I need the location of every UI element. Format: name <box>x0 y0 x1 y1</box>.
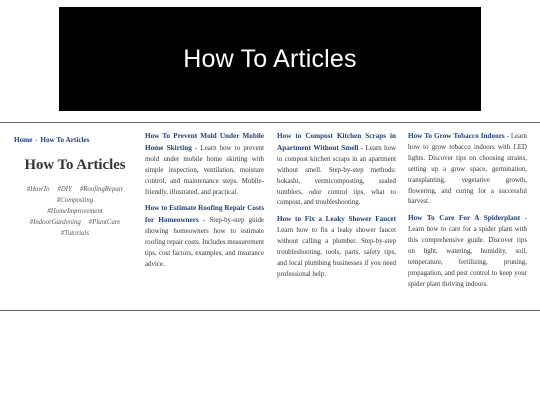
article-column-1 <box>145 131 264 276</box>
tag-list <box>14 184 136 239</box>
article-title-link[interactable]: How To Prevent Mold Under Mobile Home Skirting <box>145 132 264 152</box>
tag[interactable]: #PlantCare <box>88 219 121 226</box>
tag[interactable]: #DIY <box>57 186 72 193</box>
page-title: How To Articles <box>24 157 126 173</box>
article-title-link[interactable]: How To Care For A Spiderplant <box>408 214 521 223</box>
breadcrumb <box>14 136 136 144</box>
sidebar <box>14 136 136 239</box>
tag[interactable]: #HowTo <box>26 186 50 193</box>
article-summary: - Step-by-step guide showing homeowners how to estimate roofing repair costs. Includes measurement tips, cost factors, examples, and insurance advice. <box>145 217 264 268</box>
article-title-link[interactable]: How to Compost Kitchen Scraps in Apartment Without Smell <box>277 132 396 152</box>
article-summary: Learn how to fix a leaky shower faucet without calling a plumber. Step-by-step troubleshooting, tools, parts, safety tips, and local plumbing businesses if you need professional help. <box>277 227 396 278</box>
tag[interactable]: #HomeImprovement <box>47 208 103 215</box>
tag[interactable]: #IndoorGardening <box>29 219 81 226</box>
content-section <box>0 122 540 311</box>
breadcrumb-current-link[interactable]: How To Articles <box>40 136 90 144</box>
article-title-link[interactable]: How To Grow Tobacco Indoors <box>408 132 505 140</box>
header-banner <box>59 7 481 111</box>
breadcrumb-separator: - <box>35 136 38 144</box>
article-summary: - Learn how to care for a spider plant with this comprehensive guide. Discover tips on light, watering, humidity, soil, temperature, fertilizing, pruning, propagation, and pest control to keep your spider plant thriving indoors. <box>408 215 527 288</box>
banner-title: How To Articles <box>183 44 357 73</box>
article-summary: - Learn how to grow tobacco indoors with LED lights. Discover tips on choosing strains, setting up a grow space, germination, transplanting, vegetative growth, flowering, and curing for a successful harvest. <box>408 133 527 206</box>
article-column-3 <box>408 131 527 296</box>
article-item <box>145 203 264 270</box>
article-title-link[interactable]: How to Fix a Leaky Shower Faucet <box>277 215 396 224</box>
tag[interactable]: #Tutorials <box>61 230 89 237</box>
article-title-link[interactable]: How to Estimate Roofing Repair Costs for Homeowners <box>145 204 264 225</box>
tag[interactable]: #RoofingRepair <box>79 186 124 193</box>
article-item <box>408 213 527 290</box>
article-summary: - Learn how to prevent mold under mobile home skirting with simple inspection, ventilation, moisture control, and maintenance steps. Mobile-friendly, illustrated, and practical. <box>145 144 265 196</box>
tag[interactable]: #Composting <box>56 197 94 204</box>
article-item <box>277 214 396 280</box>
article-item <box>145 131 264 198</box>
article-item <box>277 131 396 209</box>
breadcrumb-home-link[interactable]: Home <box>14 136 33 144</box>
article-item <box>408 131 527 208</box>
article-column-2 <box>277 131 396 286</box>
article-summary: - Learn how to compost kitchen scraps in an apartment without smell. Step-by-step methods: bokashi, vermicomposting, sealed tumblers, odor control tips, what to compost, and troubleshooting. <box>277 144 396 207</box>
